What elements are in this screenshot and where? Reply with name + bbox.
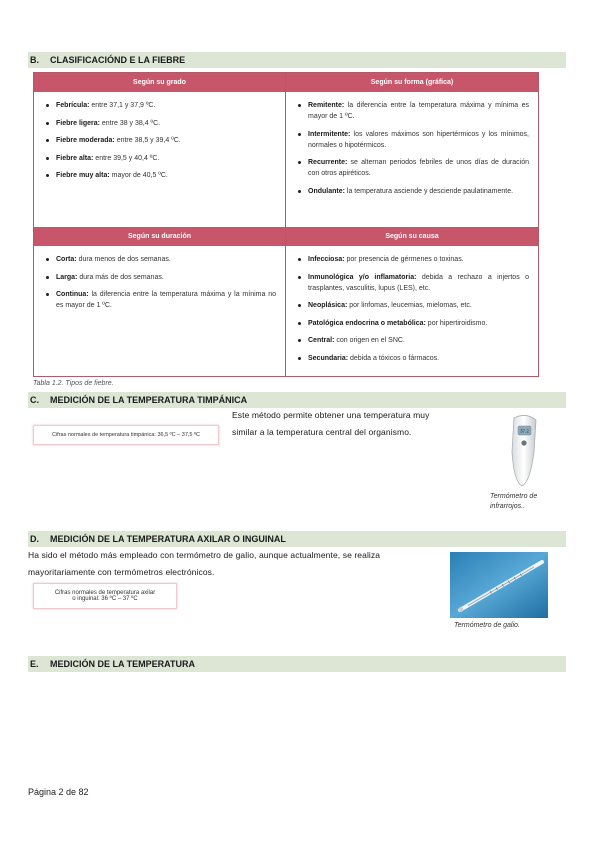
text-line: Ha sido el método más empleado con termómetro de galio, aunque actualmente, se realiza — [28, 550, 381, 560]
fever-classification-table — [33, 72, 539, 377]
infrared-thermometer-image — [500, 412, 550, 488]
section-d-heading — [28, 531, 566, 547]
list-item — [295, 272, 529, 294]
list-item — [43, 272, 276, 283]
item-text: por linfomas, leucemias, mielomas, etc. — [347, 302, 472, 309]
list-item — [43, 170, 276, 181]
item-text: entre 38 y 38,4 ºC. — [99, 119, 161, 127]
item-text: la diferencia entre la temperatura máxima y la mínima no es mayor de 1 ºC. — [56, 291, 276, 309]
item-text: dura más de dos semanas. — [77, 273, 164, 281]
table-row — [34, 92, 538, 227]
item-text: dura menos de dos semanas. — [76, 256, 171, 263]
item-text: mayor de 40,5 ºC. — [109, 172, 168, 179]
item-term: Continua: — [56, 291, 89, 298]
item-term: Fiebre muy alta: — [56, 172, 110, 179]
cell-forma — [286, 92, 538, 227]
item-term: Patológica endocrina o metabólica: — [308, 319, 426, 327]
item-term: Infecciosa: — [308, 256, 345, 263]
axillary-normal-values — [33, 583, 177, 609]
list-item — [295, 186, 529, 197]
tympanic-text — [232, 407, 429, 441]
item-text: debida a tóxicos o fármacos. — [348, 354, 440, 362]
list-forma — [295, 100, 529, 197]
section-b-heading — [28, 52, 566, 68]
list-item — [295, 100, 529, 122]
item-term: Fiebre ligera: — [56, 119, 100, 127]
gallium-thermometer-image — [450, 552, 548, 618]
table-header-row — [34, 227, 538, 246]
item-term: Inmunológica y/o inflamatoria: — [308, 273, 417, 281]
list-item — [43, 289, 276, 311]
table-header-row — [34, 73, 538, 92]
list-causa — [295, 254, 529, 364]
text-line: mayoritariamente con termómetros electrónicos. — [28, 567, 215, 577]
list-item — [295, 129, 529, 151]
axillary-text — [28, 547, 380, 581]
thermometer-button — [521, 440, 526, 445]
infrared-caption — [490, 492, 537, 512]
cell-causa — [286, 246, 538, 376]
note-line: o inguinal: 36 ºC – 37 ºC — [72, 596, 138, 602]
list-item — [295, 353, 529, 364]
caption-line: infrarrojos.. — [490, 503, 526, 510]
list-item — [295, 318, 529, 329]
list-grado — [43, 100, 276, 181]
item-term: Neoplásica: — [308, 302, 348, 309]
text-line: similar a la temperatura central del organismo. — [232, 427, 412, 437]
tympanic-normal-values: Cifras normales de temperatura timpánica: 36,5 ºC – 37,5 ºC — [33, 425, 219, 445]
list-item — [295, 335, 529, 346]
item-text: entre 37,1 y 37,9 ºC. — [89, 102, 156, 109]
section-letter: B. — [30, 55, 39, 65]
item-text: entre 39,5 y 40,4 ºC. — [93, 154, 160, 162]
item-term: Remitente: — [308, 102, 345, 109]
section-title: MEDICIÓN DE LA TEMPERATURA AXILAR O INGUINAL — [50, 534, 286, 544]
item-text: la temperatura asciende y desciende paulatinamente. — [344, 187, 514, 195]
item-text: los valores máximos son hipertérmicos y los mínimos, normales o hipotérmicos. — [308, 130, 529, 149]
list-item — [295, 254, 529, 265]
section-title: CLASIFICACIÓND E LA FIEBRE — [50, 55, 186, 65]
table-row — [34, 246, 538, 376]
list-item — [43, 100, 276, 111]
item-term: Secundaria: — [308, 354, 349, 362]
item-text: con origen en el SNC. — [334, 337, 405, 344]
item-term: Fiebre moderada: — [56, 137, 115, 144]
section-title: MEDICIÓN DE LA TEMPERATURA — [50, 659, 195, 669]
header-forma: Según su forma (gráfica) — [286, 73, 538, 92]
list-item — [43, 254, 276, 265]
section-title: MEDICIÓN DE LA TEMPERATURA TIMPÁNICA — [50, 395, 248, 405]
list-item — [43, 118, 276, 129]
section-e-heading — [28, 656, 566, 672]
item-text: debida a rechazo a injertos o trasplantes, vasculitis, lupus (LES), etc. — [308, 273, 529, 292]
item-term: Febrícula: — [56, 102, 90, 109]
section-letter: D. — [30, 534, 39, 544]
item-term: Corta: — [56, 256, 77, 263]
item-text: por presencia de gérmenes o toxinas. — [344, 256, 464, 263]
cell-grado — [34, 92, 286, 227]
list-item — [43, 153, 276, 164]
list-item — [43, 135, 276, 146]
item-text: la diferencia entre la temperatura máxima y mínima es mayor de 1 ºC. — [308, 102, 529, 120]
thermometer-reading: 37.2 — [520, 428, 529, 434]
gallium-caption: Termómetro de galio. — [454, 622, 520, 629]
cell-duracion — [34, 246, 286, 376]
header-causa: Según su causa — [286, 227, 538, 246]
header-duracion: Según su duración — [34, 227, 286, 246]
item-term: Recurrente: — [308, 159, 348, 166]
header-grado: Según su grado — [34, 73, 286, 92]
item-term: Ondulante: — [308, 187, 345, 195]
item-term: Larga: — [56, 273, 78, 281]
list-duracion — [43, 254, 276, 311]
section-c-heading — [28, 392, 566, 408]
section-letter: E. — [30, 659, 39, 669]
item-text: entre 38,5 y 39,4 ºC. — [114, 137, 181, 144]
section-letter: C. — [30, 395, 39, 405]
text-line: Este método permite obtener una temperatura muy — [232, 410, 430, 420]
list-item — [295, 300, 529, 311]
item-term: Fiebre alta: — [56, 154, 94, 162]
item-text: se alternan periodos febriles de unos días de duración con otros apiréticos. — [308, 159, 529, 177]
caption-line: Termómetro de — [490, 493, 538, 500]
thermometer-bulb — [459, 607, 464, 612]
note-line: Cifras normales de temperatura axilar — [54, 590, 156, 596]
item-text: por hipertiroidismo. — [425, 319, 488, 327]
list-item — [295, 157, 529, 179]
table-caption: Tabla 1.2. Tipos de fiebre. — [33, 380, 114, 387]
page-number: Página 2 de 82 — [28, 787, 89, 797]
item-term: Central: — [308, 337, 335, 344]
item-term: Intermitente: — [308, 130, 351, 138]
